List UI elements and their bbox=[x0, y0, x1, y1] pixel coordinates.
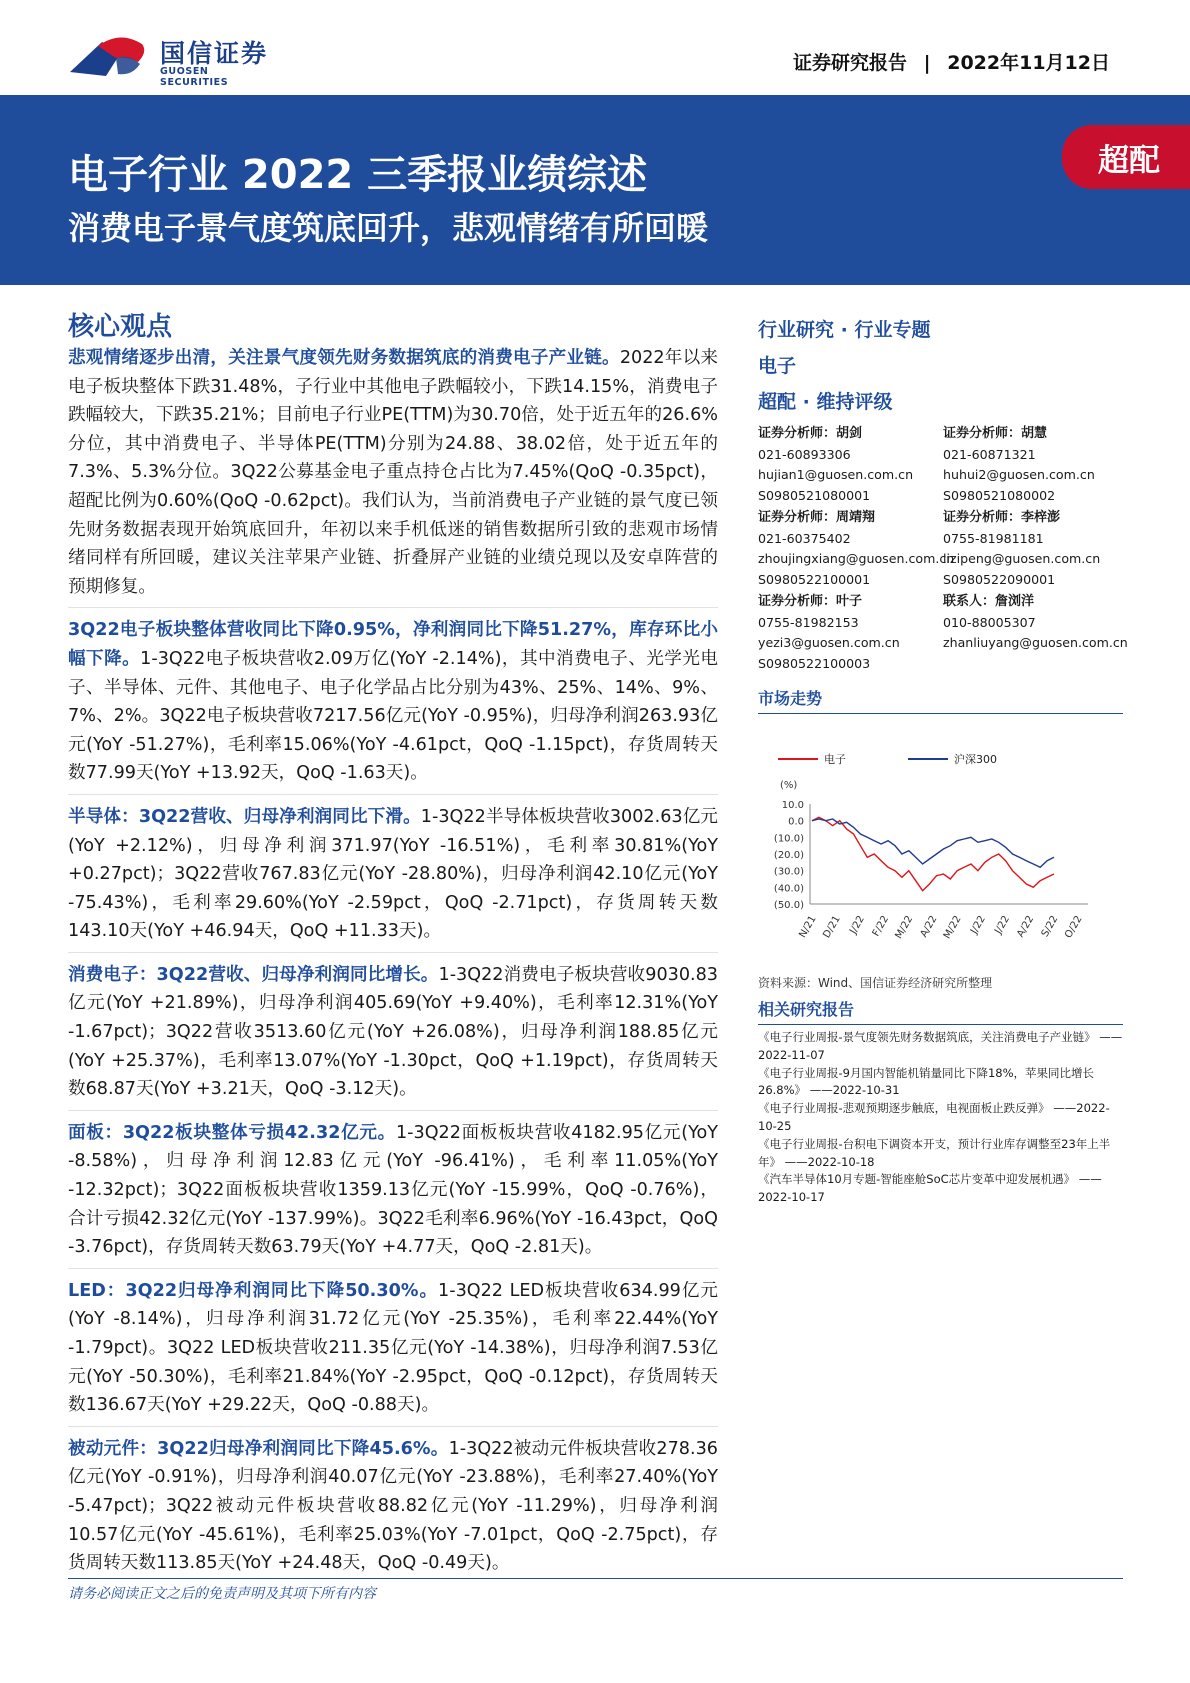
analyst-email[interactable]: lizipeng@guosen.com.cn bbox=[943, 551, 1101, 566]
analyst-title: 联系人：詹浏洋 bbox=[943, 594, 1035, 609]
paragraph-lead: 悲观情绪逐步出清，关注景气度领先财务数据筑底的消费电子产业链。 bbox=[68, 348, 620, 368]
summary-paragraph bbox=[68, 1268, 718, 1420]
analyst-title: 证券分析师：李梓澎 bbox=[943, 510, 1061, 525]
main-content bbox=[68, 344, 718, 1584]
analyst-card bbox=[758, 508, 955, 590]
paragraph-lead: 半导体：3Q22营收、归母净利润同比下滑。 bbox=[68, 806, 421, 827]
related-report-link[interactable]: 《电子行业周报-悲观预期逐步触底，电视面板止跌反弹》 ——2022-10-25 bbox=[758, 1101, 1110, 1133]
series-line-0 bbox=[812, 817, 1054, 890]
summary-paragraph bbox=[68, 344, 718, 601]
analyst-card bbox=[943, 508, 1123, 590]
guosen-logo-icon bbox=[68, 32, 152, 82]
summary-paragraph bbox=[68, 952, 718, 1104]
chart-source: 资料来源：Wind、国信证券经济研究所整理 bbox=[758, 976, 993, 990]
analyst-cert: S0980521080001 bbox=[758, 487, 871, 503]
analyst-cert: S0980521080002 bbox=[943, 487, 1056, 503]
logo-text-en: GUOSEN SECURITIES bbox=[160, 66, 229, 88]
report-type: 证券研究报告 bbox=[793, 52, 908, 74]
analyst-title: 证券分析师：周靖翔 bbox=[758, 510, 876, 525]
x-tick-label: N/21 bbox=[797, 914, 819, 940]
market-chart bbox=[758, 714, 1123, 974]
analyst-phone: 0755-81981181 bbox=[943, 530, 1044, 546]
market-trend-chart bbox=[758, 714, 1123, 974]
y-tick-label: 0.0 bbox=[788, 816, 804, 828]
y-tick-label: (10.0) bbox=[773, 833, 804, 845]
y-tick-label: 10.0 bbox=[781, 800, 804, 811]
legend-label-1: 沪深300 bbox=[954, 753, 997, 766]
industry-name: 电子 bbox=[758, 355, 797, 377]
title-banner bbox=[0, 95, 1190, 285]
x-tick-label: F/22 bbox=[870, 914, 892, 939]
analyst-title: 证券分析师：叶子 bbox=[758, 594, 863, 609]
rating-badge: 超配 bbox=[1062, 125, 1190, 189]
x-tick-label: M/22 bbox=[941, 914, 964, 941]
summary-paragraph bbox=[68, 794, 718, 946]
x-tick-label: J/22 bbox=[847, 914, 867, 936]
y-tick-label: (30.0) bbox=[773, 866, 804, 878]
related-reports-title: 相关研究报告 bbox=[758, 997, 1123, 1025]
footer-divider bbox=[68, 1578, 1123, 1579]
x-tick-label: M/22 bbox=[893, 914, 916, 941]
related-report-link[interactable]: 《电子行业周报-9月国内智能机销量同比下降18%，苹果同比增长26.8%》 ——2022-10-31 bbox=[758, 1065, 1095, 1098]
x-tick-label: D/21 bbox=[821, 914, 843, 941]
analyst-cert: S0980522100001 bbox=[758, 571, 871, 587]
analyst-phone: 021-60871321 bbox=[943, 446, 1036, 462]
analyst-card bbox=[758, 424, 943, 506]
y-tick-label: (50.0) bbox=[773, 900, 804, 911]
footer-disclaimer: 请务必阅读正文之后的免责声明及其项下所有内容 bbox=[68, 1586, 376, 1602]
paragraph-body: 1-3Q22 LED板块营收634.99亿元(YoY -8.14%)，归母净利润31.72亿元(YoY -25.35%)，毛利率22.44%(YoY -1.79pct)。3Q22 LED板块营收211.35亿元(YoY -14.38%)，归母净利润7.53亿元(YoY -50.30%)，毛利率21.84%(YoY -2.95pct，QoQ -0.12pct)，存货周转天数136.67天(YoY +29.22天，QoQ -0.88天)。 bbox=[68, 1280, 719, 1416]
related-report-link[interactable]: 《电子行业周报-台积电下调资本开支，预计行业库存调整至23年上半年》 ——2022-10-18 bbox=[758, 1136, 1111, 1169]
rating-text: 超配 · 维持评级 bbox=[758, 391, 893, 413]
summary-paragraph bbox=[68, 1426, 718, 1578]
x-tick-label: O/22 bbox=[1063, 914, 1085, 941]
analyst-title: 证券分析师：胡剑 bbox=[758, 426, 863, 441]
report-date: 2022年11月12日 bbox=[947, 52, 1110, 74]
analyst-email[interactable]: zhanliuyang@guosen.com.cn bbox=[943, 635, 1128, 650]
analyst-phone: 021-60375402 bbox=[758, 530, 851, 546]
paragraph-body: 2022年以来电子板块整体下跌31.48%，子行业中其他电子跌幅较小，下跌14.15%，消费电子跌幅较大，下跌35.21%；目前电子行业PE(TTM)为30.70倍，处于近五年的26.6%分位，其中消费电子、半导体PE(TTM)分别为24.88、38.02倍，处于近五年的7.3%、5.3%分位。3Q22公募基金电子重点持仓占比为7.45%(QoQ -0.35pct)，超配比例为0.60%(QoQ -0.62pct)。我们认为，当前消费电子产业链的景气度已领先财务数据表现开始筑底回升，年初以来手机低迷的销售数据所引致的悲观市场情绪同样有所回暖，建议关注苹果产业链、折叠屏产业链的业绩兑现以及安卓阵营的预期修复。 bbox=[68, 348, 718, 597]
report-meta: 证券研究报告 | 2022年11月12日 bbox=[793, 52, 1110, 74]
related-report-link[interactable]: 《汽车半导体10月专题-智能座舱SoC芯片变革中迎发展机遇》 ——2022-10-17 bbox=[758, 1172, 1102, 1205]
paragraph-body: 1-3Q22面板板块营收4182.95亿元(YoY -8.58%)，归母净利润12.83亿元(YoY -96.41%)，毛利率11.05%(YoY -12.32pct)；3Q22面板板块营收1359.13亿元(YoY -15.99%，QoQ -0.76%)，合计亏损42.32亿元(YoY -137.99%)。3Q22毛利率6.96%(YoY -16.43pct，QoQ -3.76pct)，存货周转天数63.79天(YoY +4.77天，QoQ -2.81天)。 bbox=[68, 1122, 718, 1258]
market-trend-title: 市场走势 bbox=[758, 686, 1123, 714]
report-category: 行业研究 · 行业专题 bbox=[758, 319, 931, 341]
summary-paragraph bbox=[68, 1110, 718, 1262]
y-tick-label: (40.0) bbox=[773, 883, 804, 895]
analyst-email[interactable]: hujian1@guosen.com.cn bbox=[758, 467, 914, 482]
analyst-card bbox=[758, 592, 943, 674]
summary-paragraph bbox=[68, 607, 718, 788]
report-title: 电子行业 2022 三季报业绩综述 bbox=[68, 152, 648, 198]
analyst-email[interactable]: zhoujingxiang@guosen.com.cn bbox=[758, 551, 955, 566]
analyst-cert: S0980522090001 bbox=[943, 571, 1056, 587]
analyst-title: 证券分析师：胡慧 bbox=[943, 426, 1048, 441]
analyst-phone: 0755-81982153 bbox=[758, 614, 859, 630]
chart-unit: (%) bbox=[780, 780, 798, 791]
x-tick-label: A/22 bbox=[1015, 914, 1037, 940]
series-line-1 bbox=[812, 819, 1054, 867]
analyst-cert: S0980522100003 bbox=[758, 655, 871, 671]
report-subtitle: 消费电子景气度筑底回升，悲观情绪有所回暖 bbox=[68, 209, 709, 247]
analyst-card bbox=[943, 592, 1128, 674]
logo-text-cn: 国信证券 bbox=[160, 39, 269, 68]
paragraph-lead: 面板：3Q22板块整体亏损42.32亿元。 bbox=[68, 1122, 396, 1143]
analyst-card bbox=[943, 424, 1123, 506]
sidebar bbox=[758, 312, 1128, 1207]
analyst-email[interactable]: huhui2@guosen.com.cn bbox=[943, 467, 1095, 482]
paragraph-lead: 3Q22电子板块整体营收同比下降0.95%，净利润同比下降51.27%，库存环比小幅下降。 bbox=[68, 620, 718, 669]
paragraph-lead: 消费电子：3Q22营收、归母净利润同比增长。 bbox=[68, 964, 439, 985]
analyst-list bbox=[758, 424, 1128, 676]
paragraph-body: 1-3Q22被动元件板块营收278.36亿元(YoY -0.91%)，归母净利润40.07亿元(YoY -23.88%)，毛利率27.40%(YoY -5.47pct)；3Q22被动元件板块营收88.82亿元(YoY -11.29%)，归母净利润10.57亿元(YoY -45.61%)，毛利率25.03%(YoY -7.01pct，QoQ -2.75pct)，存货周转天数113.85天(YoY +24.48天，QoQ -0.49天)。 bbox=[68, 1438, 718, 1574]
section-title: 核心观点 bbox=[68, 312, 173, 342]
y-tick-label: (20.0) bbox=[773, 850, 804, 861]
analyst-email[interactable]: yezi3@guosen.com.cn bbox=[758, 635, 900, 650]
paragraph-body: 1-3Q22电子板块营收2.09万亿(YoY -2.14%)，其中消费电子、光学光电子、半导体、元件、其他电子、电子化学品占比分别为43%、25%、14%、9%、7%、2%。3Q22电子板块营收7217.56亿元(YoY -0.95%)，归母净利润263.93亿元(YoY -51.27%)，毛利率15.06%(YoY -4.61pct，QoQ -1.15pct)，存货周转天数77.99天(YoY +13.92天，QoQ -1.63天)。 bbox=[68, 648, 718, 784]
paragraph-lead: LED：3Q22归母净利润同比下降50.30%。 bbox=[68, 1280, 439, 1301]
analyst-phone: 010-88005307 bbox=[943, 614, 1036, 630]
x-tick-label: J/22 bbox=[993, 914, 1013, 936]
paragraph-body: 1-3Q22消费电子板块营收9030.83亿元(YoY +21.89%)，归母净利润405.69(YoY +9.40%)，毛利率12.31%(YoY -1.67pct)；3Q22营收3513.60亿元(YoY +26.08%)，归母净利润188.85亿元(YoY +25.37%)，毛利率13.07%(YoY -1.30pct，QoQ +1.19pct)，存货周转天数68.87天(YoY +3.21天，QoQ -3.12天)。 bbox=[68, 964, 719, 1100]
related-report-link[interactable]: 《电子行业周报-景气度领先财务数据筑底，关注消费电子产业链》 ——2022-11-07 bbox=[758, 1030, 1123, 1062]
logo bbox=[68, 32, 278, 88]
paragraph-lead: 被动元件：3Q22归母净利润同比下降45.6%。 bbox=[68, 1438, 449, 1459]
paragraph-body: 1-3Q22半导体板块营收3002.63亿元(YoY +2.12%)，归母净利润371.97(YoY -16.51%)，毛利率30.81%(YoY +0.27pct)；3Q22营收767.83亿元(YoY -28.80%)，归母净利润42.10亿元(YoY -75.43%)，毛利率29.60%(YoY -2.59pct，QoQ -2.71pct)，存货周转天数143.10天(YoY +46.94天，QoQ +11.33天)。 bbox=[68, 806, 718, 942]
x-tick-label: A/22 bbox=[918, 914, 940, 940]
x-tick-label: S/22 bbox=[1039, 914, 1061, 939]
x-tick-label: J/22 bbox=[968, 914, 988, 936]
analyst-phone: 021-60893306 bbox=[758, 446, 851, 462]
related-reports bbox=[758, 1029, 1123, 1207]
legend-label-0: 电子 bbox=[824, 753, 846, 766]
